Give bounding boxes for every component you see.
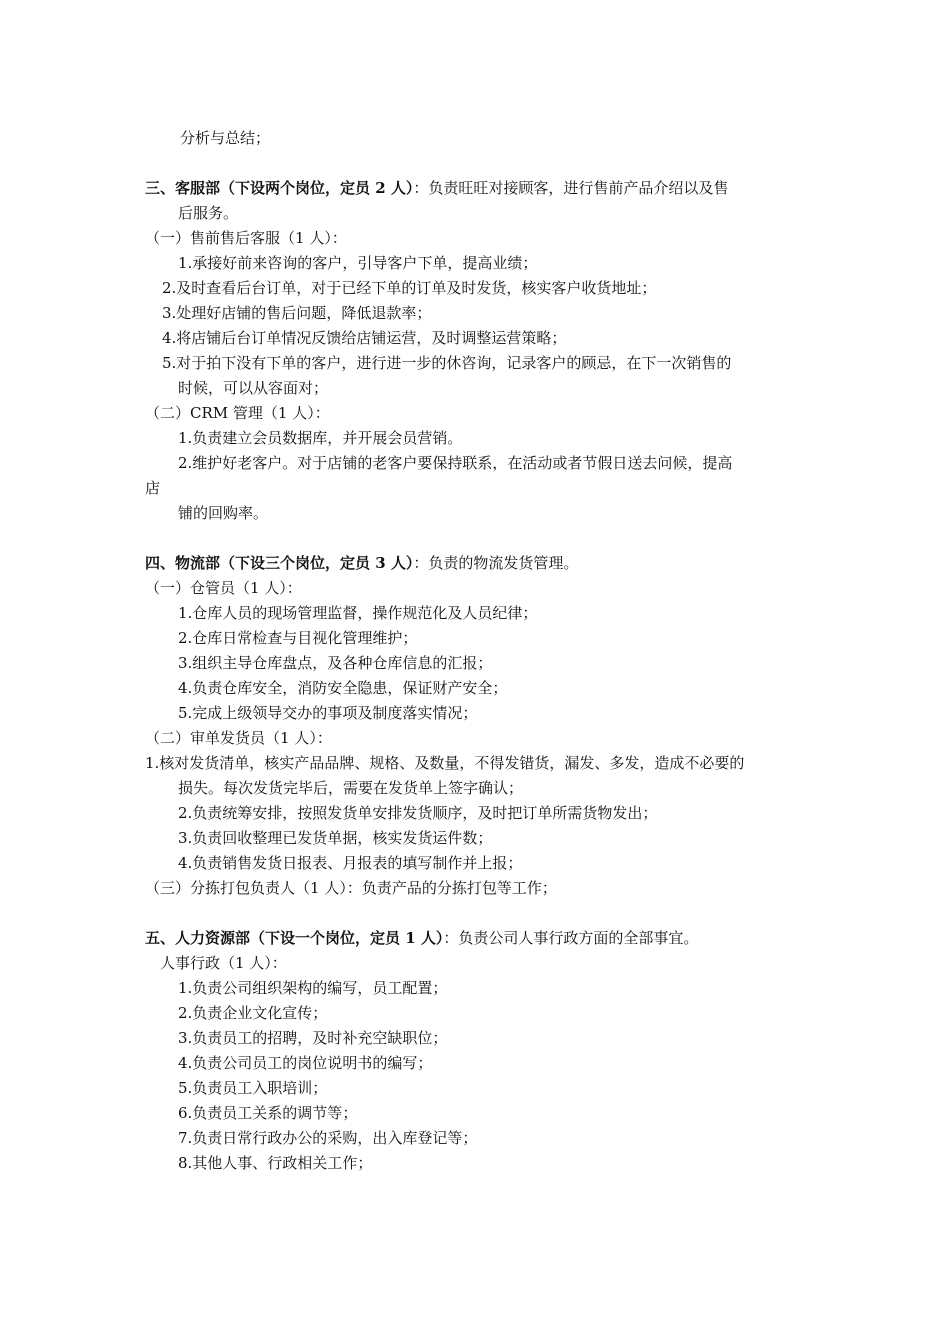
list-item: 2.仓库日常检查与目视化管理维护； [178,629,418,647]
list-item: 4.负责销售发货日报表、月报表的填写制作并上报； [178,854,523,872]
section4-heading [145,553,578,573]
intro-line: 分析与总结； [180,129,271,147]
list-item: 8.其他人事、行政相关工作； [178,1154,373,1172]
list-item: 5.对于拍下没有下单的客户，进行进一步的休咨询，记录客户的顾忌，在下一次销售的 [162,354,732,372]
list-item: 1.负责公司组织架构的编写，员工配置； [178,979,448,997]
list-item: 3.组织主导仓库盘点，及各种仓库信息的汇报； [178,654,493,672]
section3-heading-cont: 后服务。 [178,204,239,222]
section5-heading [145,928,698,948]
list-item: 4.负责公司员工的岗位说明书的编写； [178,1054,433,1072]
list-item: 1.仓库人员的现场管理监督，操作规范化及人员纪律； [178,604,538,622]
list-item: 店 [145,479,161,497]
list-item: 5.负责员工入职培训； [178,1079,328,1097]
list-item: 1.承接好前来咨询的客户，引导客户下单，提高业绩； [178,254,538,272]
section3-sub1-title: （一）售前售后客服（1 人）： [145,229,347,247]
section5-heading-bold: 五、人力资源部（下设一个岗位，定员 1 人） [145,929,444,947]
list-item: 1.核对发货清单，核实产品品牌、规格、及数量，不得发错货，漏发、多发，造成不必要的 [145,754,745,772]
section5-heading-rest: ：负责公司人事行政方面的全部事宜。 [443,929,699,947]
section4-heading-rest: ：负责的物流发货管理。 [413,554,579,572]
list-item: 3.处理好店铺的售后问题，降低退款率； [162,304,432,322]
list-item: 损失。每次发货完毕后，需要在发货单上签字确认； [178,779,524,797]
section4-sub3-title: （三）分拣打包负责人（1 人）：负责产品的分拣打包等工作； [145,879,557,897]
section4-heading-bold: 四、物流部（下设三个岗位，定员 3 人） [145,554,414,572]
list-item: 铺的回购率。 [178,504,269,522]
section4-sub2-title: （二）审单发货员（1 人）： [145,729,332,747]
list-item: 1.负责建立会员数据库，并开展会员营销。 [178,429,463,447]
section3-heading-rest: ：负责旺旺对接顾客，进行售前产品介绍以及售 [413,179,729,197]
section3-heading [145,178,728,198]
list-item: 4.将店铺后台订单情况反馈给店铺运营，及时调整运营策略； [162,329,567,347]
list-item: 5.完成上级领导交办的事项及制度落实情况； [178,704,478,722]
list-item: 6.负责员工关系的调节等； [178,1104,358,1122]
list-item: 7.负责日常行政办公的采购，出入库登记等； [178,1129,478,1147]
list-item: 3.负责员工的招聘，及时补充空缺职位； [178,1029,448,1047]
list-item: 3.负责回收整理已发货单据，核实发货运件数； [178,829,493,847]
list-item: 2.负责统筹安排，按照发货单安排发货顺序，及时把订单所需货物发出； [178,804,658,822]
list-item: 4.负责仓库安全，消防安全隐患，保证财产安全； [178,679,508,697]
section3-heading-bold: 三、客服部（下设两个岗位，定员 2 人） [145,179,414,197]
list-item: 时候，可以从容面对； [178,379,329,397]
list-item: 2.及时查看后台订单，对于已经下单的订单及时发货，核实客户收货地址； [162,279,657,297]
section5-sub1-title: 人事行政（1 人）： [160,954,287,972]
section4-sub1-title: （一）仓管员（1 人）： [145,579,302,597]
list-item: 2.负责企业文化宣传； [178,1004,328,1022]
section3-sub2-title: （二）CRM 管理（1 人）： [145,404,330,422]
list-item: 2.维护好老客户。对于店铺的老客户要保持联系，在活动或者节假日送去问候，提高 [178,454,733,472]
